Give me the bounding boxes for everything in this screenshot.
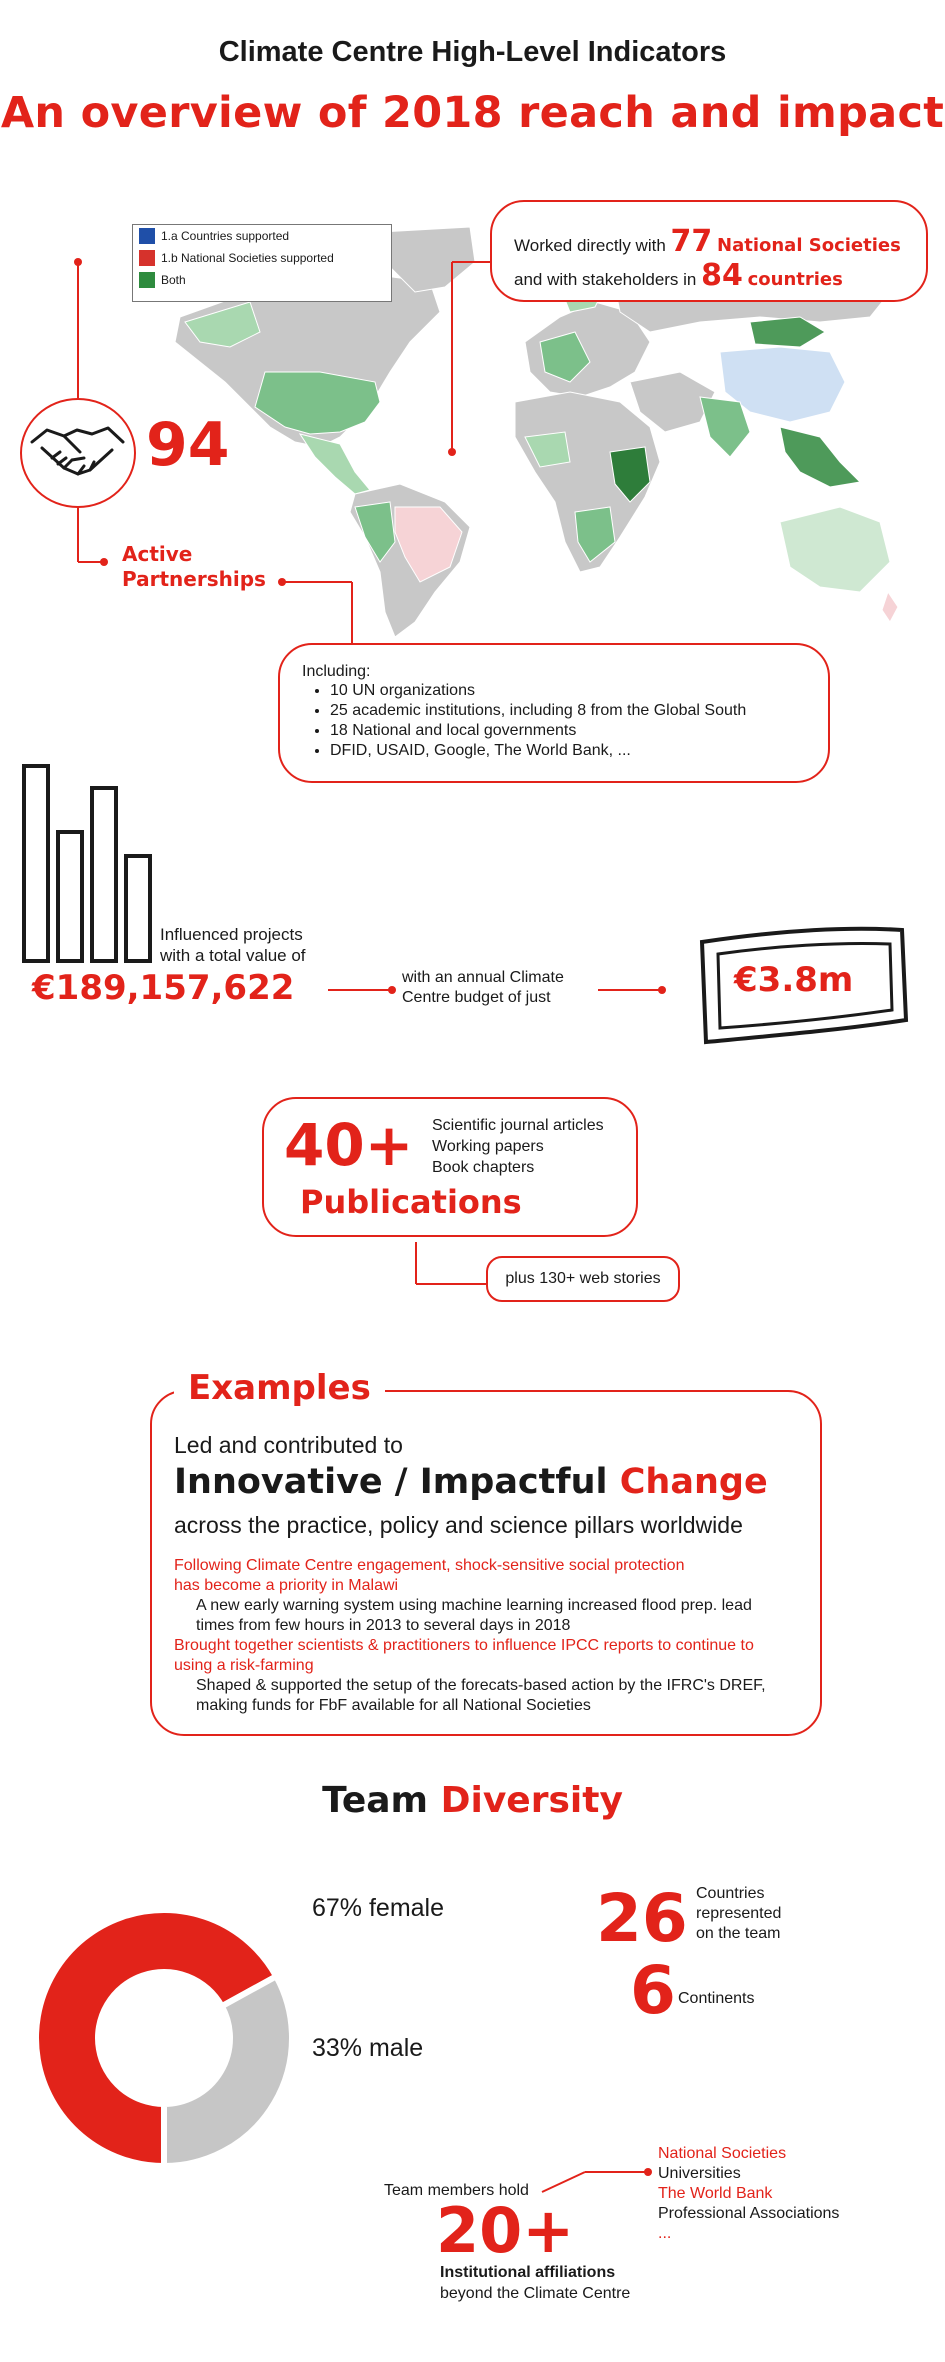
partnerships-label: [122, 542, 266, 592]
countries-count: 26: [596, 1880, 688, 1957]
publications-box: [262, 1097, 638, 1237]
countries-label-line: represented: [696, 1905, 782, 1922]
examples-box: [150, 1390, 822, 1736]
example-detail: times from few hours in 2013 to several days in 2018: [196, 1617, 571, 1634]
influenced-line: Influenced projects: [160, 925, 303, 944]
web-stories-text: plus 130+ web stories: [505, 1270, 661, 1287]
list-item: Book chapters: [432, 1159, 535, 1176]
list-item: Universities: [658, 2165, 741, 2182]
example-title: has become a priority in Malawi: [174, 1577, 399, 1594]
including-label: Including:: [302, 663, 371, 680]
list-item: The World Bank: [658, 2185, 773, 2202]
bar-chart-icon: [22, 762, 152, 964]
partnerships-label-line: Partnerships: [122, 567, 266, 591]
team-heading-red: Diversity: [440, 1780, 623, 1821]
example-detail: making funds for FbF available for all National Societies: [196, 1697, 591, 1714]
including-list: [280, 681, 746, 761]
influenced-line: with a total value of: [160, 946, 306, 965]
budget-value: €3.8m: [734, 960, 854, 1000]
reach-line-1: [514, 224, 901, 259]
example-title: Following Climate Centre engagement, shock-sensitive social protection: [174, 1557, 685, 1574]
influenced-text: [160, 924, 306, 966]
example-title: using a risk-farming: [174, 1657, 314, 1674]
reach-national-societies-label: National Societies: [717, 235, 901, 256]
publication-types: [432, 1115, 604, 1178]
legend-label: 1.a Countries supported: [161, 229, 290, 243]
examples-list: [174, 1556, 814, 1716]
page-title: An overview of 2018 reach and impact: [0, 88, 945, 138]
legend-label: Both: [161, 273, 186, 287]
examples-heading: Examples: [174, 1368, 385, 1408]
affiliations-label: Institutional affiliations: [440, 2264, 616, 2281]
examples-led: Led and contributed to: [174, 1432, 403, 1458]
list-item: Professional Associations: [658, 2205, 840, 2222]
reach-line-2: [514, 258, 843, 293]
affiliations-prefix: Team members hold: [384, 2182, 529, 2199]
handshake-icon: [22, 400, 133, 505]
publications-count: 40+: [284, 1111, 414, 1179]
female-label: 67% female: [312, 1894, 445, 1922]
legend-label: 1.b National Societies supported: [161, 251, 334, 265]
countries-label-line: on the team: [696, 1925, 781, 1942]
list-item: Working papers: [432, 1138, 544, 1155]
countries-label: [696, 1884, 781, 1944]
reach-national-societies-count: 77: [670, 224, 713, 259]
countries-label-line: Countries: [696, 1885, 765, 1902]
reach-prefix: Worked directly with: [514, 236, 666, 255]
example-title: Brought together scientists & practitioners to influence IPCC reports to continue to: [174, 1637, 754, 1654]
affiliations-list: [658, 2144, 839, 2244]
total-value: €189,157,622: [32, 968, 295, 1008]
headline-red: Change: [619, 1462, 768, 1502]
team-heading: [0, 1780, 945, 1821]
partnerships-including-box: [278, 643, 830, 783]
web-stories-box: [486, 1256, 680, 1302]
reach-box: [490, 200, 928, 302]
reach-countries-count: 84: [701, 258, 743, 293]
affiliations-sub: beyond the Climate Centre: [440, 2285, 631, 2302]
examples-headline: [174, 1462, 768, 1502]
budget-line: Centre budget of just: [402, 989, 551, 1006]
male-label: 33% male: [312, 2034, 424, 2062]
publications-label: Publications: [300, 1183, 522, 1221]
handshake-circle: [20, 398, 136, 508]
partnerships-count: 94: [146, 410, 230, 480]
reach-prefix: and with stakeholders in: [514, 270, 697, 289]
team-heading-black: Team: [322, 1780, 429, 1821]
list-item: • DFID, USAID, Google, The World Bank, ...: [330, 741, 746, 761]
partnerships-label-line: Active: [122, 542, 193, 566]
continents-label: Continents: [678, 1990, 755, 2007]
budget-line: with an annual Climate: [402, 969, 564, 986]
list-item: • 10 UN organizations: [330, 681, 746, 701]
list-item: National Societies: [658, 2145, 787, 2162]
gender-donut: [30, 1904, 298, 2172]
affiliations-count: 20+: [436, 2194, 575, 2267]
budget-text: [402, 968, 564, 1008]
list-item: ...: [658, 2225, 672, 2242]
list-item: • 18 National and local governments: [330, 721, 746, 741]
list-item: • 25 academic institutions, including 8 from the Global South: [330, 701, 746, 721]
example-detail: Shaped & supported the setup of the forecats-based action by the IFRC's DREF,: [196, 1677, 766, 1694]
examples-across: across the practice, policy and science pillars worldwide: [174, 1512, 743, 1538]
continents-count: 6: [630, 1952, 676, 2029]
reach-countries-label: countries: [747, 269, 843, 290]
donut-segment-male: [164, 1976, 292, 2166]
headline-black: Innovative / Impactful: [174, 1462, 608, 1502]
example-detail: A new early warning system using machine learning increased flood prep. lead: [196, 1597, 752, 1614]
list-item: Scientific journal articles: [432, 1117, 604, 1134]
page-subtitle: Climate Centre High-Level Indicators: [218, 36, 727, 68]
